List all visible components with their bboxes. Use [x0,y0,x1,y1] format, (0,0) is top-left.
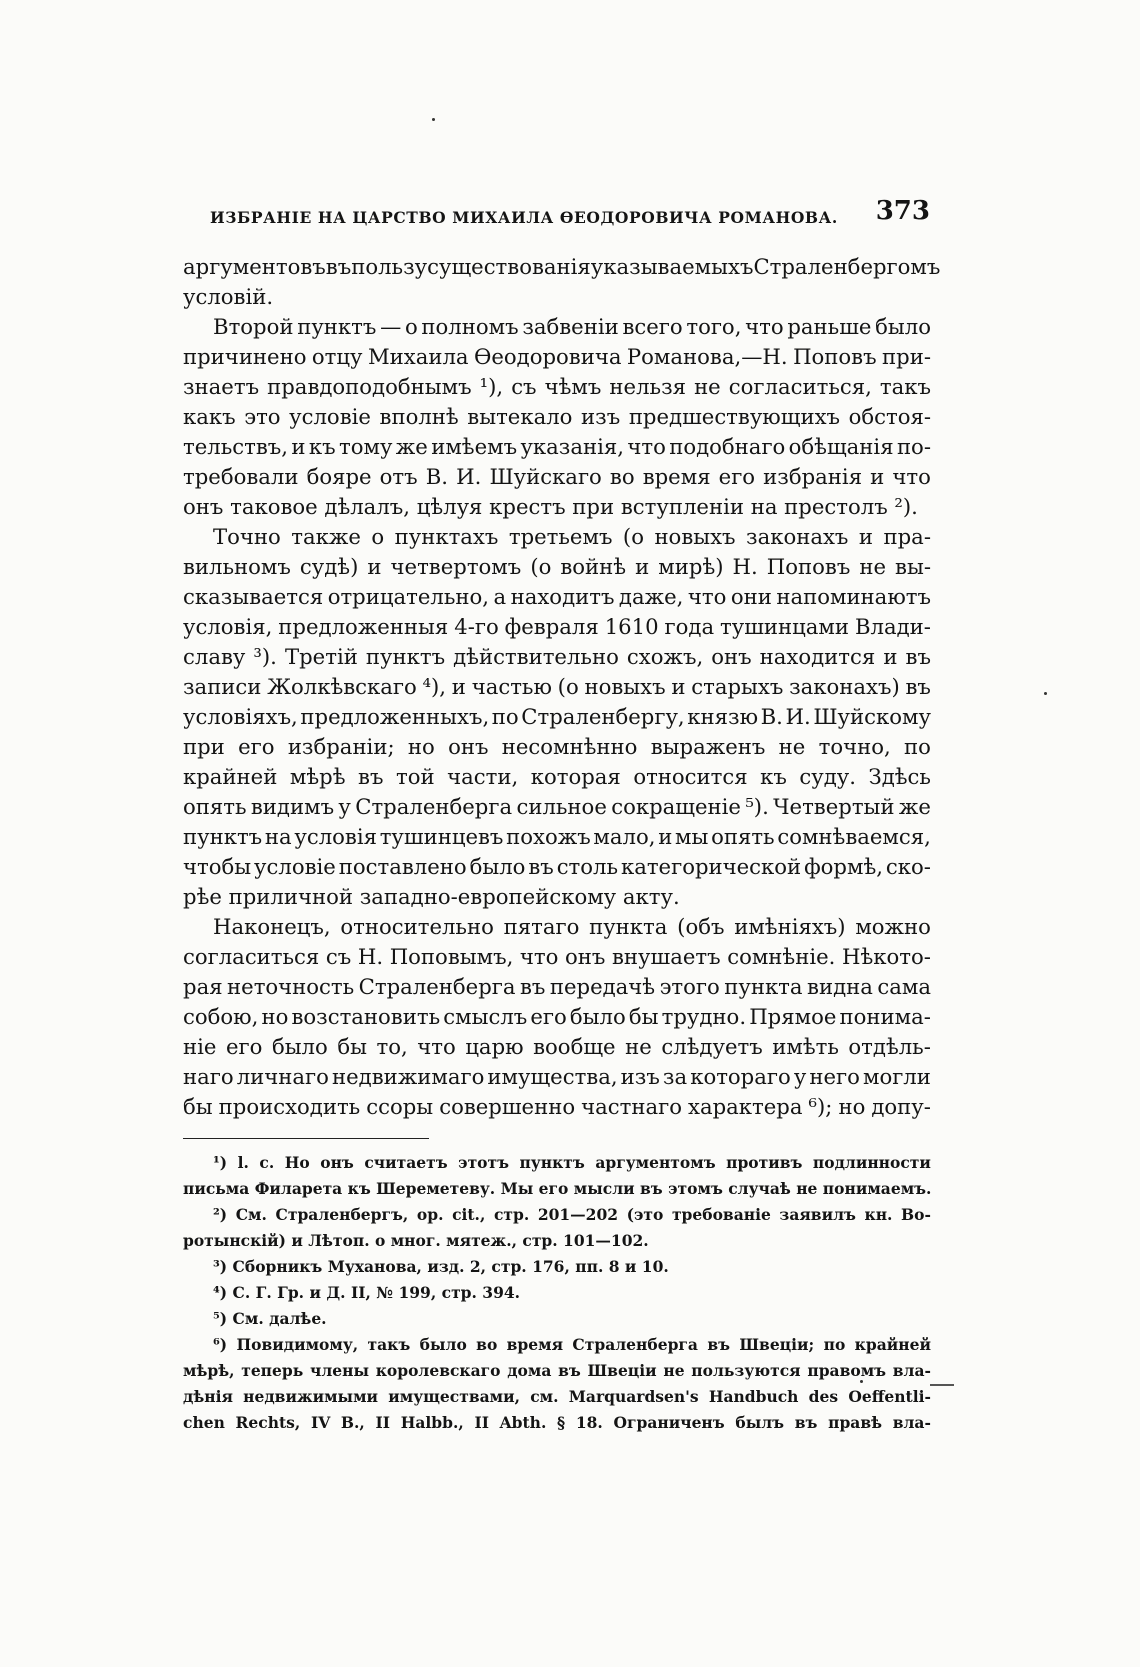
page-number: 373 [875,196,930,226]
scan-mark [930,1384,954,1386]
text-line: знаетъ правдоподобнымъ ¹), съ чѣмъ нельзя не согласиться, такъ [183,374,931,399]
text-line: какъ это условіе вполнѣ вытекало изъ предшествующихъ обстоя- [183,404,931,429]
text-line: условія, предложенныя 4-го февраля 1610 года тушинцами Влади- [183,614,931,639]
scan-speck [432,118,435,121]
footnote-line: ротынскій) и Лѣтоп. о мног. мятеж., стр. 101—102. [183,1231,649,1250]
text-line: вильномъ судѣ) и четвертомъ (о войнѣ и мирѣ) Н. Поповъ не вы- [183,554,931,579]
text-line: причинено отцу Михаила Ѳеодоровича Романова,—Н. Поповъ при- [183,344,931,369]
text-line: пунктъ на условія тушинцевъ похожъ мало, и мы опять сомнѣваемся, [183,824,931,849]
footnote-line: ³) Сборникъ Муханова, изд. 2, стр. 176, пп. 8 и 10. [213,1257,669,1276]
footnote-line: chen Rechts, IV B., II Halbb., II Abth. § 18. Ограниченъ былъ въ правѣ вла- [183,1413,931,1432]
footnote-line: мѣрѣ, теперь члены королевскаго дома въ Швеціи не пользуются правомъ вла- [183,1361,931,1380]
text-line: Точно также о пунктахъ третьемъ (о новыхъ законахъ и пра- [213,524,931,549]
text-line: собою, но возстановить смыслъ его было бы трудно. Прямое понима- [183,1004,931,1029]
text-line: Второй пунктъ — о полномъ забвеніи всего того, что раньше было [213,314,931,339]
text-line: согласиться съ Н. Поповымъ, что онъ внушаетъ сомнѣніе. Нѣкото- [183,944,931,969]
text-line: условіяхъ, предложенныхъ, по Страленбергу, князю В. И. Шуйскому [183,704,931,729]
text-line: наго личнаго недвижимаго имущества, изъ за котораго у него могли [183,1064,931,1089]
text-line: аргументовъ въ пользу существованія указываемыхъ Страленбергомъ [183,254,941,279]
footnote-line: письма Филарета къ Шереметеву. Мы его мысли въ этомъ случаѣ не понимаемъ. [183,1179,932,1198]
body-text [183,252,941,1122]
text-line: сказывается отрицательно, а находитъ даже, что они напоминаютъ [183,584,931,609]
text-line: рѣе приличной западно-европейскому акту. [183,884,680,909]
text-line: крайней мѣрѣ въ той части, которая относится къ суду. Здѣсь [183,764,931,789]
footnote-line: ⁴) С. Г. Гр. и Д. II, № 199, стр. 394. [213,1283,521,1302]
footnote-line: дѣнія недвижимыми имуществами, см. Marquardsen's Handbuch des Oeffentli- [183,1387,931,1406]
footnotes [183,1150,931,1436]
text-line: условій. [183,284,274,309]
text-line: опять видимъ у Страленберга сильное сокращеніе ⁵). Четвертый же [183,794,931,819]
scan-speck [1044,692,1047,695]
text-line: онъ таковое дѣлалъ, цѣлуя крестъ при вступленіи на престолъ ²). [183,494,918,519]
text-line: требовали бояре отъ В. И. Шуйскаго во время его избранія и что [183,464,931,489]
running-header [210,196,930,232]
text-line: при его избраніи; но онъ несомнѣнно выраженъ не точно, по [183,734,931,759]
footnote-rule [183,1138,429,1139]
footnote-line: ⁶) Повидимому, такъ было во время Страленберга въ Швеціи; по крайней [213,1335,931,1354]
text-line: чтобы условіе поставлено было въ столь категорической формѣ, ско- [183,854,931,879]
text-line: тельствъ, и къ тому же имѣемъ указанія, что подобнаго обѣщанія по- [183,434,931,459]
footnote-line: ²) См. Страленбергъ, op. cit., стр. 201—202 (это требованіе заявилъ кн. Во- [213,1205,931,1224]
text-line: ніе его было бы то, что царю вообще не слѣдуетъ имѣть отдѣль- [183,1034,931,1059]
text-line: записи Жолкѣвскаго ⁴), и частью (о новыхъ и старыхъ законахъ) въ [183,674,931,699]
text-line: Наконецъ, относительно пятаго пункта (объ имѣніяхъ) можно [213,914,931,939]
text-line: славу ³). Третій пунктъ дѣйствительно схожъ, онъ находится и въ [183,644,931,669]
text-line: бы происходить ссоры совершенно частнаго характера ⁶); но допу- [183,1094,931,1119]
running-title: ИЗБРАНІЕ НА ЦАРСТВО МИХАИЛА ѲЕОДОРОВИЧА РОМАНОВА. [210,208,838,227]
footnote-line: ¹) l. c. Но онъ считаетъ этотъ пунктъ аргументомъ противъ подлинности [213,1153,931,1172]
footnote-line: ⁵) См. далѣе. [213,1309,327,1328]
text-line: рая неточность Страленберга въ передачѣ этого пункта видна сама [183,974,931,999]
scan-speck [860,1380,863,1383]
